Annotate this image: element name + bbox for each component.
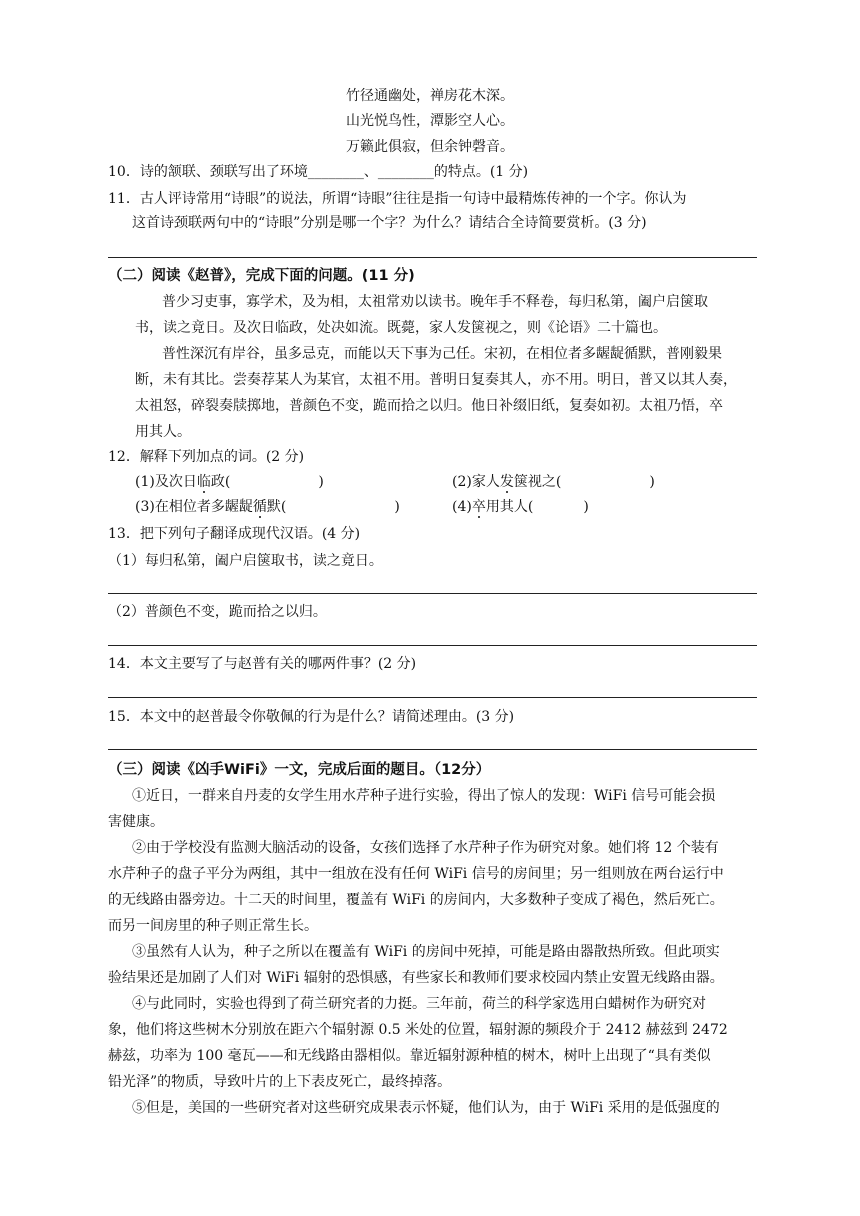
dotted-word: 临 [196,474,211,490]
question-12-item-4 [452,497,589,517]
answer-line[interactable] [108,749,757,750]
paragraph-line: 验结果还是加剧了人们对 WiFi 辐射的恐惧感，有些家长和教师们要求校园内禁止安置无线路由器。 [108,970,724,986]
paragraph-line: 水芹种子的盘子平分为两组，其中一组放在没有任何 WiFi 信号的房间里；另一组则放在两台运行中 [108,866,724,882]
item-text: ) [394,499,400,515]
section-2-title: （二）阅读《赵普》，完成下面的问题。(11 分) [108,268,415,284]
paragraph-line: 太祖怒，碎裂奏牍掷地，普颜色不变，跪而拾之以归。他日补缀旧纸，复奏如初。太祖乃悟，卒 [135,398,723,414]
paragraph-line: 铅光泽”的物质，导致叶片的上下表皮死亡，最终掉落。 [108,1074,452,1090]
item-text: (4) [452,499,472,515]
item-text: ) [583,499,589,515]
paragraph-line: 而另一间房里的种子则正常生长。 [108,918,318,934]
item-text: (3)在相位者多龌龊 [135,499,253,515]
poem-line-2: 山光悦鸟性，潭影空人心。 [346,113,514,129]
question-13-part-1: （1）每归私第，阖户启箧取书，读之竟日。 [108,553,383,569]
question-15: 15．本文中的赵普最令你敬佩的行为是什么？请简述理由。(3 分) [108,709,515,725]
answer-line[interactable] [108,697,757,698]
answer-line [108,257,757,258]
paragraph-line: 用其人。 [135,424,191,440]
paragraph-line: 普少习吏事，寡学术，及为相，太祖常劝以读书。晚年手不释卷，每归私第，阖户启箧取 [162,294,708,310]
question-11-line-2: 这首诗颈联两句中的“诗眼”分别是哪一个字？为什么？请结合全诗简要赏析。(3 分) [132,215,647,231]
question-14: 14．本文主要写了与赵普有关的哪两件事？(2 分) [108,656,417,672]
item-text: 用其人( [485,499,534,515]
paragraph-line: 的无线路由器旁边。十二天的时间里，覆盖有 WiFi 的房间内，大多数种子变成了褐色，然后死亡。 [108,892,724,908]
item-text: 政( [210,474,231,490]
paragraph-line: ⑤但是，美国的一些研究者对这些研究成果表示怀疑，他们认为，由于 WiFi 采用的是低强度的 [132,1100,720,1116]
item-text: ) [318,474,324,490]
item-text: (1)及次日 [135,474,197,490]
dotted-word: 卒 [471,499,486,515]
question-12-item-1 [135,472,324,492]
question-11-line-1: 11．古人评诗常用“诗眼”的说法，所谓“诗眼”往往是指一句诗中最精炼传神的一个字。你认为 [108,191,687,207]
poem-line-1: 竹径通幽处，禅房花木深。 [346,88,514,104]
dotted-word: 发 [499,474,514,490]
paragraph-line: 普性深沉有岸谷，虽多忌克，而能以天下事为己任。宋初，在相位者多龌龊循默，普刚毅果 [162,346,722,362]
item-text: 默( [266,499,287,515]
question-13-part-2: （2）普颜色不变，跪而拾之以归。 [108,604,327,620]
poem-line-3: 万籁此俱寂，但余钟磬音。 [346,139,514,155]
paragraph-line: 象，他们将这些树木分别放在距六个辐射源 0.5 米处的位置，辐射源的频段介于 2412 赫兹到 2472 [108,1022,728,1038]
item-text: (2)家人 [452,474,500,490]
item-text: 箧视之( [513,474,562,490]
paragraph-line: ①近日，一群来自丹麦的女学生用水芹种子进行实验，得出了惊人的发现：WiFi 信号可能会损 [132,788,716,804]
paragraph-line: 赫兹，功率为 100 毫瓦——和无线路由器相似。靠近辐射源种植的树木，树叶上出现了“具有类似 [108,1048,711,1064]
paragraph-line: 书，读之竟日。及次日临政，处决如流。既薨，家人发箧视之，则《论语》二十篇也。 [135,320,667,336]
paragraph-line: 害健康。 [108,814,164,830]
question-13: 13．把下列句子翻译成现代汉语。(4 分) [108,526,361,542]
question-10: 10．诗的颔联、颈联写出了环境________、________的特点。(1 分) [108,164,529,180]
question-12-item-2 [452,472,655,492]
answer-line[interactable] [108,593,757,594]
paragraph-line: ②由于学校没有监测大脑活动的设备，女孩们选择了水芹种子作为研究对象。她们将 12 个装有 [132,840,719,856]
paragraph-line: ③虽然有人认为，种子之所以在覆盖有 WiFi 的房间中死掉，可能是路由器散热所致。但此项实 [132,944,720,960]
item-text: ) [649,474,655,490]
answer-line[interactable] [108,645,757,646]
question-12-item-3 [135,497,400,517]
dotted-word: 循 [252,499,267,515]
section-3-title: （三）阅读《凶手WiFi》一文，完成后面的题目。（12分） [108,762,491,778]
paragraph-line: ④与此同时，实验也得到了荷兰研究者的力挺。三年前，荷兰的科学家选用白蜡树作为研究对 [132,996,706,1012]
paragraph-line: 断，未有其比。尝奏荐某人为某官，太祖不用。普明日复奏其人，亦不用。明日，普又以其人奏， [135,372,737,388]
question-12: 12．解释下列加点的词。(2 分) [108,449,305,465]
